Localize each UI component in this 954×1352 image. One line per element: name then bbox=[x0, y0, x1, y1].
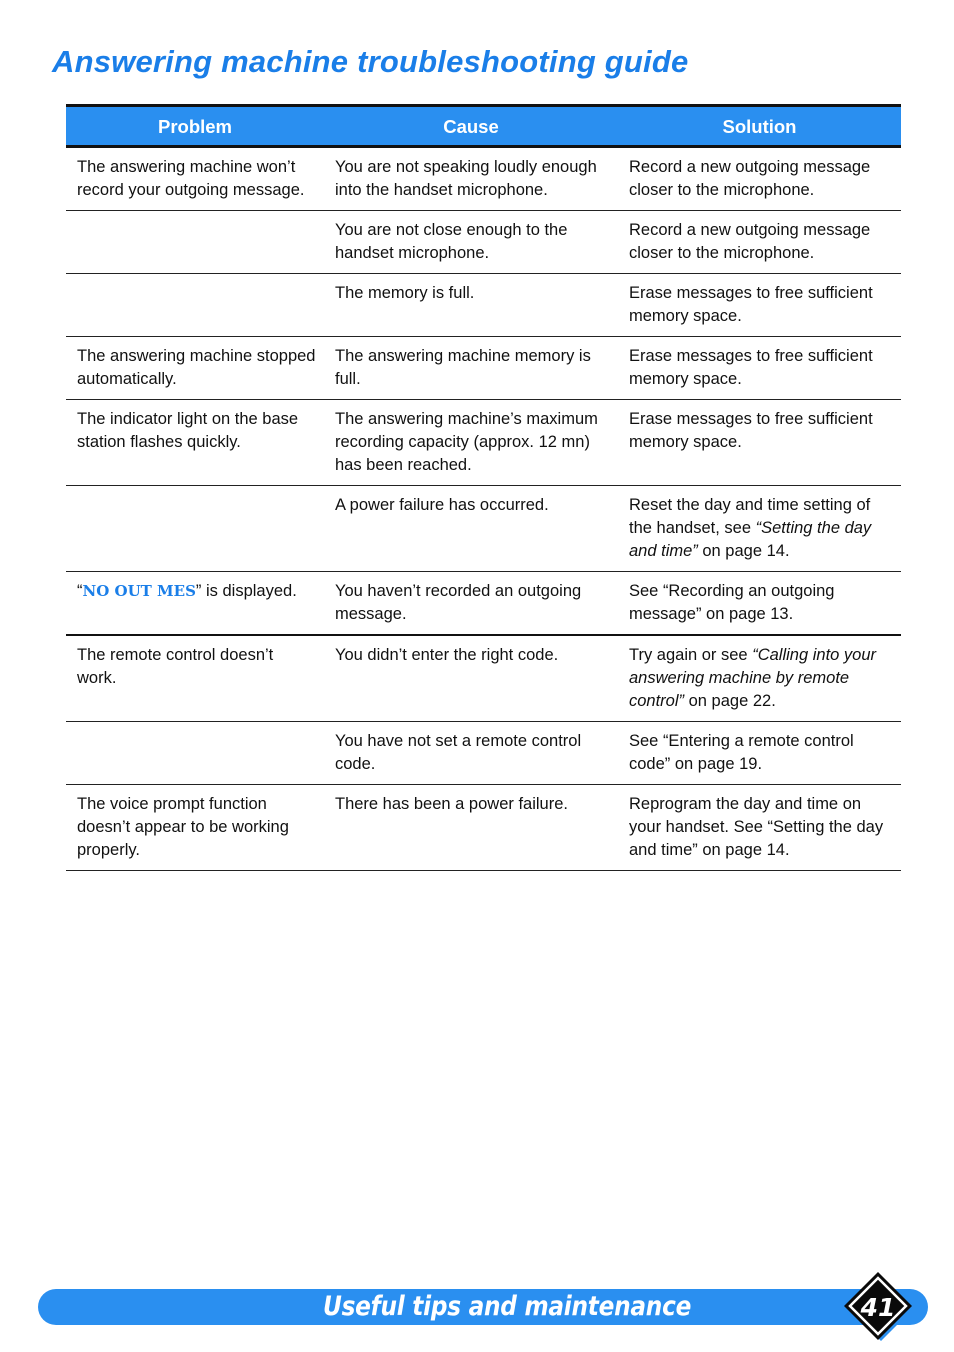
problem-cell bbox=[66, 211, 324, 274]
table-row bbox=[66, 337, 901, 400]
solution-cell bbox=[618, 635, 901, 722]
solution-text: on page 22. bbox=[684, 692, 776, 710]
table-row bbox=[66, 572, 901, 636]
cause-cell: You haven’t recorded an outgoing message. bbox=[324, 572, 618, 636]
page-reference: “Calling into your answering machine by remote control” bbox=[629, 646, 877, 710]
table-row bbox=[66, 211, 901, 274]
table-row bbox=[66, 274, 901, 337]
page-number: 41 bbox=[860, 1293, 896, 1322]
table-row bbox=[66, 147, 901, 211]
problem-cell: The answering machine stopped automatically. bbox=[66, 337, 324, 400]
problem-cell: The voice prompt function doesn’t appear to be working properly. bbox=[66, 785, 324, 871]
header-cause: Cause bbox=[324, 106, 618, 147]
solution-cell: Reprogram the day and time on your handset. See “Setting the day and time” on page 14. bbox=[618, 785, 901, 871]
solution-text: Try again or see bbox=[629, 646, 753, 664]
solution-text: on page 14. bbox=[697, 542, 790, 560]
display-message: NO OUT MES bbox=[82, 582, 196, 600]
solution-cell: Record a new outgoing message closer to the microphone. bbox=[618, 211, 901, 274]
problem-cell bbox=[66, 274, 324, 337]
cause-cell: You have not set a remote control code. bbox=[324, 722, 618, 785]
table-row bbox=[66, 486, 901, 572]
solution-cell: See “Recording an outgoing message” on page 13. bbox=[618, 572, 901, 636]
problem-text: ” is displayed. bbox=[195, 582, 297, 600]
solution-cell: Erase messages to free sufficient memory space. bbox=[618, 400, 901, 486]
table-header-row bbox=[66, 106, 901, 147]
solution-cell: See “Entering a remote control code” on page 19. bbox=[618, 722, 901, 785]
cause-cell: You are not close enough to the handset microphone. bbox=[324, 211, 618, 274]
section-title: Useful tips and maintenance bbox=[323, 1291, 692, 1322]
problem-cell bbox=[66, 572, 324, 636]
cause-cell: You didn’t enter the right code. bbox=[324, 635, 618, 722]
problem-cell: The indicator light on the base station flashes quickly. bbox=[66, 400, 324, 486]
page-title: Answering machine troubleshooting guide bbox=[52, 44, 689, 79]
table-row bbox=[66, 635, 901, 722]
problem-cell: The answering machine won’t record your outgoing message. bbox=[66, 147, 324, 211]
cause-cell: The answering machine memory is full. bbox=[324, 337, 618, 400]
solution-cell: Erase messages to free sufficient memory space. bbox=[618, 337, 901, 400]
page-number-badge bbox=[840, 1268, 916, 1344]
table-row bbox=[66, 722, 901, 785]
cause-cell: A power failure has occurred. bbox=[324, 486, 618, 572]
cause-cell: You are not speaking loudly enough into the handset microphone. bbox=[324, 147, 618, 211]
page-reference: “Setting the day and time” bbox=[629, 519, 872, 560]
table-row bbox=[66, 785, 901, 871]
header-solution: Solution bbox=[618, 106, 901, 147]
solution-text: Reset the day and time setting of the handset, see bbox=[629, 496, 871, 537]
quote-open: “ bbox=[77, 582, 83, 600]
problem-cell: The remote control doesn’t work. bbox=[66, 635, 324, 722]
cause-cell: There has been a power failure. bbox=[324, 785, 618, 871]
problem-cell bbox=[66, 486, 324, 572]
solution-cell: Record a new outgoing message closer to the microphone. bbox=[618, 147, 901, 211]
cause-cell: The memory is full. bbox=[324, 274, 618, 337]
solution-cell: Erase messages to free sufficient memory space. bbox=[618, 274, 901, 337]
cause-cell: The answering machine’s maximum recording capacity (approx. 12 mn) has been reached. bbox=[324, 400, 618, 486]
header-problem: Problem bbox=[66, 106, 324, 147]
table-row bbox=[66, 400, 901, 486]
solution-cell bbox=[618, 486, 901, 572]
problem-cell bbox=[66, 722, 324, 785]
troubleshooting-table bbox=[66, 104, 901, 871]
